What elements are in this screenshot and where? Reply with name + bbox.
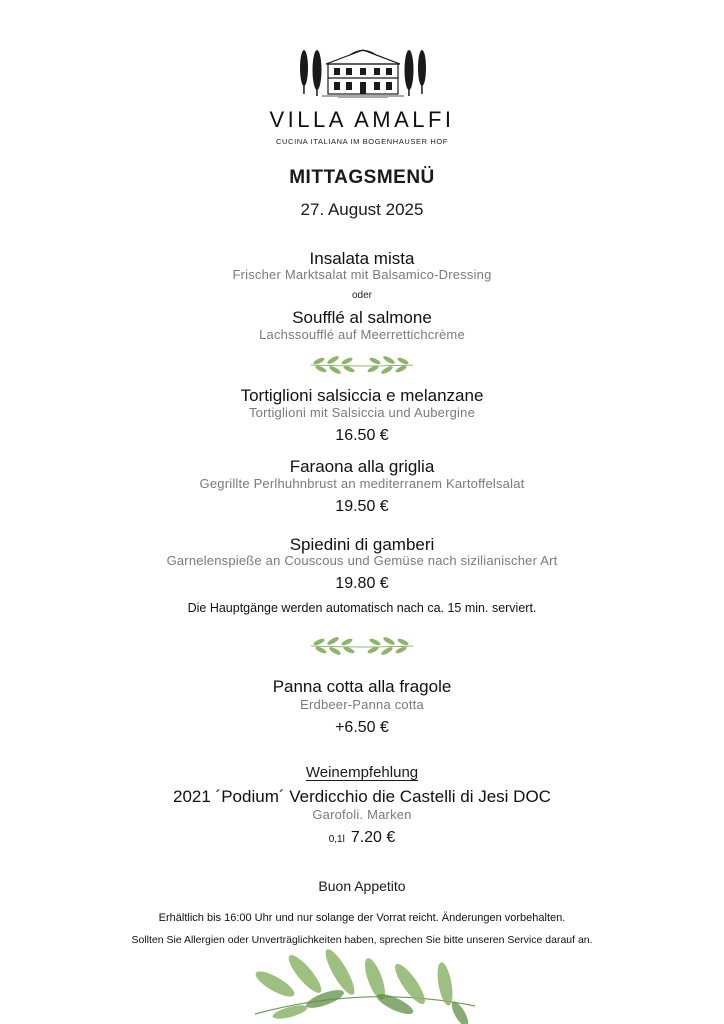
menu-date: 27. August 2025 — [300, 200, 424, 219]
main-course-price: 16.50 € — [335, 427, 389, 444]
starter-name: Insalata mista — [309, 249, 415, 268]
wine-name: 2021 ´Podium´ Verdicchio die Castelli di Jesi DOC — [173, 787, 551, 806]
closing-greeting: Buon Appetito — [318, 878, 406, 894]
footer-allergy-note: Sollten Sie Allergien oder Unverträglichkeiten haben, sprechen Sie bitte unseren Service darauf an. — [131, 934, 593, 946]
wine-price-line — [0, 829, 724, 847]
page-title: MITTAGSMENÜ — [289, 167, 435, 188]
leaf-divider-icon — [307, 354, 417, 376]
starter-description: Frischer Marktsalat mit Balsamico-Dressing — [232, 267, 492, 282]
main-course-price: 19.80 € — [335, 575, 389, 592]
starter-description: Lachssoufflé auf Meerrettichcrème — [259, 327, 465, 342]
olive-branch-icon — [245, 944, 480, 1024]
brand-tagline: CUCINA ITALIANA IM BOGENHAUSER HOF — [276, 137, 448, 146]
leaf-divider-icon — [307, 635, 417, 657]
main-course-description: Garnelenspieße an Couscous und Gemüse nach sizilianischer Art — [166, 553, 558, 568]
main-course-price: 19.50 € — [335, 498, 389, 515]
brand-name: VILLA AMALFI — [269, 107, 455, 132]
dessert-description: Erdbeer-Panna cotta — [300, 697, 424, 712]
dessert-price: +6.50 € — [335, 719, 389, 736]
footer-availability-note: Erhältlich bis 16:00 Uhr und nur solange der Vorrat reicht. Änderungen vorbehalten. — [158, 912, 566, 924]
main-course-description: Gegrillte Perlhuhnbrust an mediterranem Kartoffelsalat — [199, 476, 525, 491]
main-course-name: Tortiglioni salsiccia e melanzane — [240, 386, 484, 405]
starter-separator: oder — [351, 290, 372, 301]
wine-price: 7.20 € — [350, 829, 396, 846]
main-course-name: Spiedini di gamberi — [289, 535, 435, 554]
villa-logo-icon — [298, 44, 428, 98]
wine-size: 0,1l — [328, 834, 345, 845]
wine-producer: Garofoli. Marken — [312, 807, 412, 822]
mains-serving-note: Die Hauptgänge werden automatisch nach ca. 15 min. serviert. — [187, 601, 537, 615]
wine-heading: Weinempfehlung — [305, 764, 419, 781]
main-course-name: Faraona alla griglia — [289, 457, 435, 476]
starter-name: Soufflé al salmone — [292, 308, 432, 327]
main-course-description: Tortiglioni mit Salsiccia und Aubergine — [248, 405, 476, 420]
dessert-name: Panna cotta alla fragole — [272, 677, 452, 696]
